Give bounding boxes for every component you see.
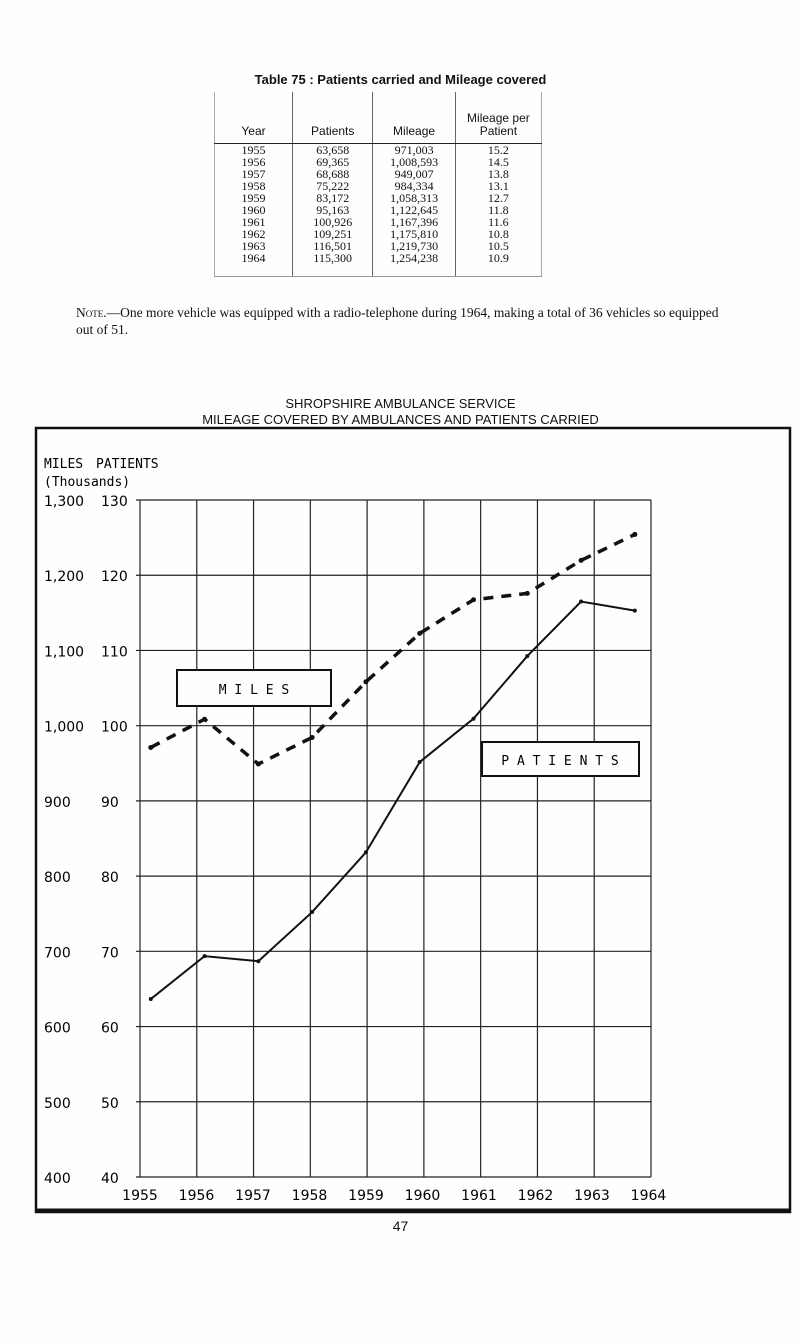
cell-mileage: 1,167,396 xyxy=(373,216,455,228)
cell-year: 1961 xyxy=(215,216,293,228)
cell-mileage-per-patient: 10.8 xyxy=(455,228,541,240)
data-point-miles xyxy=(417,631,422,636)
cell-mileage-per-patient: 15.2 xyxy=(455,144,541,157)
x-tick-label: 1964 xyxy=(630,1188,667,1204)
cell-mileage-per-patient: 13.8 xyxy=(455,168,541,180)
cell-patients: 69,365 xyxy=(293,156,373,168)
cell-patients: 109,251 xyxy=(293,228,373,240)
data-point-patients xyxy=(633,609,637,613)
cell-mileage: 1,219,730 xyxy=(373,240,455,252)
x-tick-label: 1958 xyxy=(291,1188,328,1204)
y-tick-label-miles: 800 xyxy=(44,870,71,887)
cell-mileage-per-patient: 10.5 xyxy=(455,240,541,252)
cell-year: 1958 xyxy=(215,180,293,192)
table-title: Table 75 : Patients carried and Mileage covered xyxy=(254,72,547,87)
axis-header-patients: PATIENTS xyxy=(96,457,159,472)
data-point-miles xyxy=(310,735,315,740)
data-point-miles xyxy=(202,717,207,722)
cell-patients: 75,222 xyxy=(293,180,373,192)
y-tick-label-miles: 1,300 xyxy=(44,494,85,510)
header-patients: Patients xyxy=(293,92,373,144)
cell-mileage-per-patient: 13.1 xyxy=(455,180,541,192)
x-tick-label: 1963 xyxy=(574,1188,610,1204)
x-tick-label: 1959 xyxy=(348,1188,384,1204)
cell-year: 1957 xyxy=(215,168,293,180)
data-point-miles xyxy=(579,558,584,563)
y-tick-label-patients: 50 xyxy=(101,1095,119,1112)
data-point-patients xyxy=(364,850,368,854)
data-point-patients xyxy=(149,997,153,1001)
cell-mileage: 1,058,313 xyxy=(373,192,455,204)
header-per-patient-line1: Mileage per xyxy=(467,110,530,125)
x-tick-label: 1960 xyxy=(404,1188,441,1204)
y-tick-label-patients: 80 xyxy=(101,870,119,887)
data-point-patients xyxy=(418,760,422,764)
header-per-patient-line2: Patient xyxy=(479,123,518,138)
axis-header-units: (Thousands) xyxy=(44,475,131,490)
y-tick-label-miles: 500 xyxy=(44,1095,71,1112)
x-tick-label: 1955 xyxy=(122,1188,158,1204)
cell-patients: 100,926 xyxy=(293,216,373,228)
cell-mileage-per-patient: 10.9 xyxy=(455,252,541,277)
chart-grid xyxy=(136,500,651,1177)
y-tick-label-miles: 600 xyxy=(44,1020,71,1037)
y-tick-label-miles: 1,200 xyxy=(44,569,85,586)
axis-header-miles: MILES xyxy=(44,457,84,472)
cell-year: 1963 xyxy=(215,240,293,252)
cell-mileage: 984,334 xyxy=(373,180,455,192)
data-point-miles xyxy=(256,762,261,767)
cell-mileage: 971,003 xyxy=(373,144,455,157)
data-point-miles xyxy=(525,591,530,596)
cell-year: 1964 xyxy=(215,252,293,277)
series-line-miles xyxy=(151,534,635,764)
data-point-patients xyxy=(525,654,529,658)
x-tick-label: 1961 xyxy=(461,1188,497,1204)
cell-mileage: 949,007 xyxy=(373,168,455,180)
cell-year: 1962 xyxy=(215,228,293,240)
header-mileage: Mileage xyxy=(373,92,455,144)
cell-year: 1956 xyxy=(215,156,293,168)
data-point-miles xyxy=(632,532,637,537)
note-text: .—One more vehicle was equipped with a radio-telephone during 1964, making a total of 36 vehicles so equipped out of 51. xyxy=(76,305,719,337)
y-tick-label-patients: 90 xyxy=(101,794,119,811)
y-tick-label-miles: 900 xyxy=(44,794,71,811)
data-point-miles xyxy=(363,679,368,684)
x-tick-label: 1956 xyxy=(178,1188,215,1204)
cell-patients: 116,501 xyxy=(293,240,373,252)
cell-patients: 83,172 xyxy=(293,192,373,204)
cell-mileage-per-patient: 14.5 xyxy=(455,156,541,168)
cell-year: 1959 xyxy=(215,192,293,204)
header-year: Year xyxy=(215,92,293,144)
x-tick-label: 1962 xyxy=(517,1188,554,1204)
y-tick-label-patients: 70 xyxy=(101,945,119,962)
note-lead: Note xyxy=(76,305,104,320)
data-point-patients xyxy=(203,954,207,958)
cell-year: 1955 xyxy=(215,144,293,157)
cell-patients: 63,658 xyxy=(293,144,373,157)
series-label-miles: M I L E S xyxy=(218,683,290,698)
series-label-patients: P A T I E N T S xyxy=(501,754,619,769)
y-tick-label-miles: 1,100 xyxy=(44,644,85,661)
cell-mileage: 1,175,810 xyxy=(373,228,455,240)
cell-mileage: 1,122,645 xyxy=(373,204,455,216)
y-tick-label-patients: 120 xyxy=(101,569,128,586)
cell-year: 1960 xyxy=(215,204,293,216)
data-point-miles xyxy=(148,745,153,750)
chart-title-line1: SHROPSHIRE AMBULANCE SERVICE xyxy=(285,396,516,411)
y-tick-label-miles: 1,000 xyxy=(44,719,85,736)
cell-patients: 115,300 xyxy=(293,252,373,277)
cell-mileage-per-patient: 11.8 xyxy=(455,204,541,216)
page-number: 47 xyxy=(392,1218,409,1234)
chart-title-line2: MILEAGE COVERED BY AMBULANCES AND PATIENTS CARRIED xyxy=(202,412,599,427)
data-point-patients xyxy=(471,717,475,721)
y-tick-label-patients: 110 xyxy=(101,644,128,661)
cell-patients: 95,163 xyxy=(293,204,373,216)
cell-mileage: 1,254,238 xyxy=(373,252,455,277)
cell-patients: 68,688 xyxy=(293,168,373,180)
y-tick-label-patients: 100 xyxy=(101,719,128,736)
data-point-patients xyxy=(579,600,583,604)
y-tick-label-miles: 700 xyxy=(44,945,71,962)
chart-frame xyxy=(36,428,790,1212)
y-tick-label-miles: 400 xyxy=(44,1171,71,1187)
data-point-patients xyxy=(256,959,260,963)
y-tick-label-patients: 130 xyxy=(101,494,128,510)
data-point-miles xyxy=(471,597,476,602)
cell-mileage: 1,008,593 xyxy=(373,156,455,168)
data-point-patients xyxy=(310,910,314,914)
cell-mileage-per-patient: 11.6 xyxy=(455,216,541,228)
cell-mileage-per-patient: 12.7 xyxy=(455,192,541,204)
y-tick-label-patients: 60 xyxy=(101,1020,119,1037)
y-tick-label-patients: 40 xyxy=(101,1171,119,1187)
x-tick-label: 1957 xyxy=(235,1188,271,1204)
